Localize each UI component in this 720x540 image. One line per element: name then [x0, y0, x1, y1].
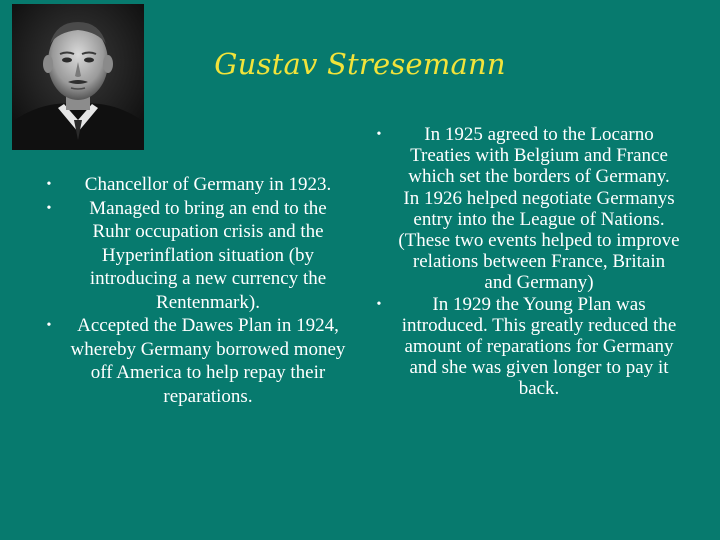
- list-item: [360, 294, 680, 400]
- bullet-icon: •: [46, 177, 52, 192]
- right-column: [360, 124, 680, 400]
- bullet-icon: •: [46, 318, 52, 333]
- bullet-icon: •: [46, 200, 52, 216]
- list-item-text: In 1929 the Young Plan was introduced. This greatly reduced the amount of reparations for Germany and she was given longer to pay it back.: [401, 293, 677, 400]
- list-item: [30, 197, 348, 315]
- left-bullet-list: [30, 173, 348, 408]
- list-item-text: Accepted the Dawes Plan in 1924, whereby Germany borrowed money off America to help repay their reparations.: [70, 315, 346, 407]
- list-item: [30, 314, 348, 408]
- left-column: [30, 173, 348, 408]
- bullet-icon: •: [376, 127, 382, 142]
- portrait-photo: [12, 4, 144, 150]
- bullet-icon: •: [376, 296, 382, 312]
- list-item-text: In 1925 agreed to the Locarno Treaties with Belgium and France which set the borders of Germany. In 1926 helped negotiate Germanys entry into the League of Nations. (These two events helped to improve relations between France, Britain and Germany): [398, 124, 680, 294]
- list-item: [360, 124, 680, 294]
- portrait-illustration: [12, 4, 144, 150]
- list-item-text: Managed to bring an end to the Ruhr occupation crisis and the Hyperinflation situation (by introducing a new currency the Rentenmark).: [89, 197, 327, 313]
- slide-title: Gustav Stresemann: [214, 47, 506, 81]
- list-item-text: Chancellor of Germany in 1923.: [84, 174, 332, 195]
- right-bullet-list: [360, 124, 680, 400]
- list-item: [30, 173, 348, 197]
